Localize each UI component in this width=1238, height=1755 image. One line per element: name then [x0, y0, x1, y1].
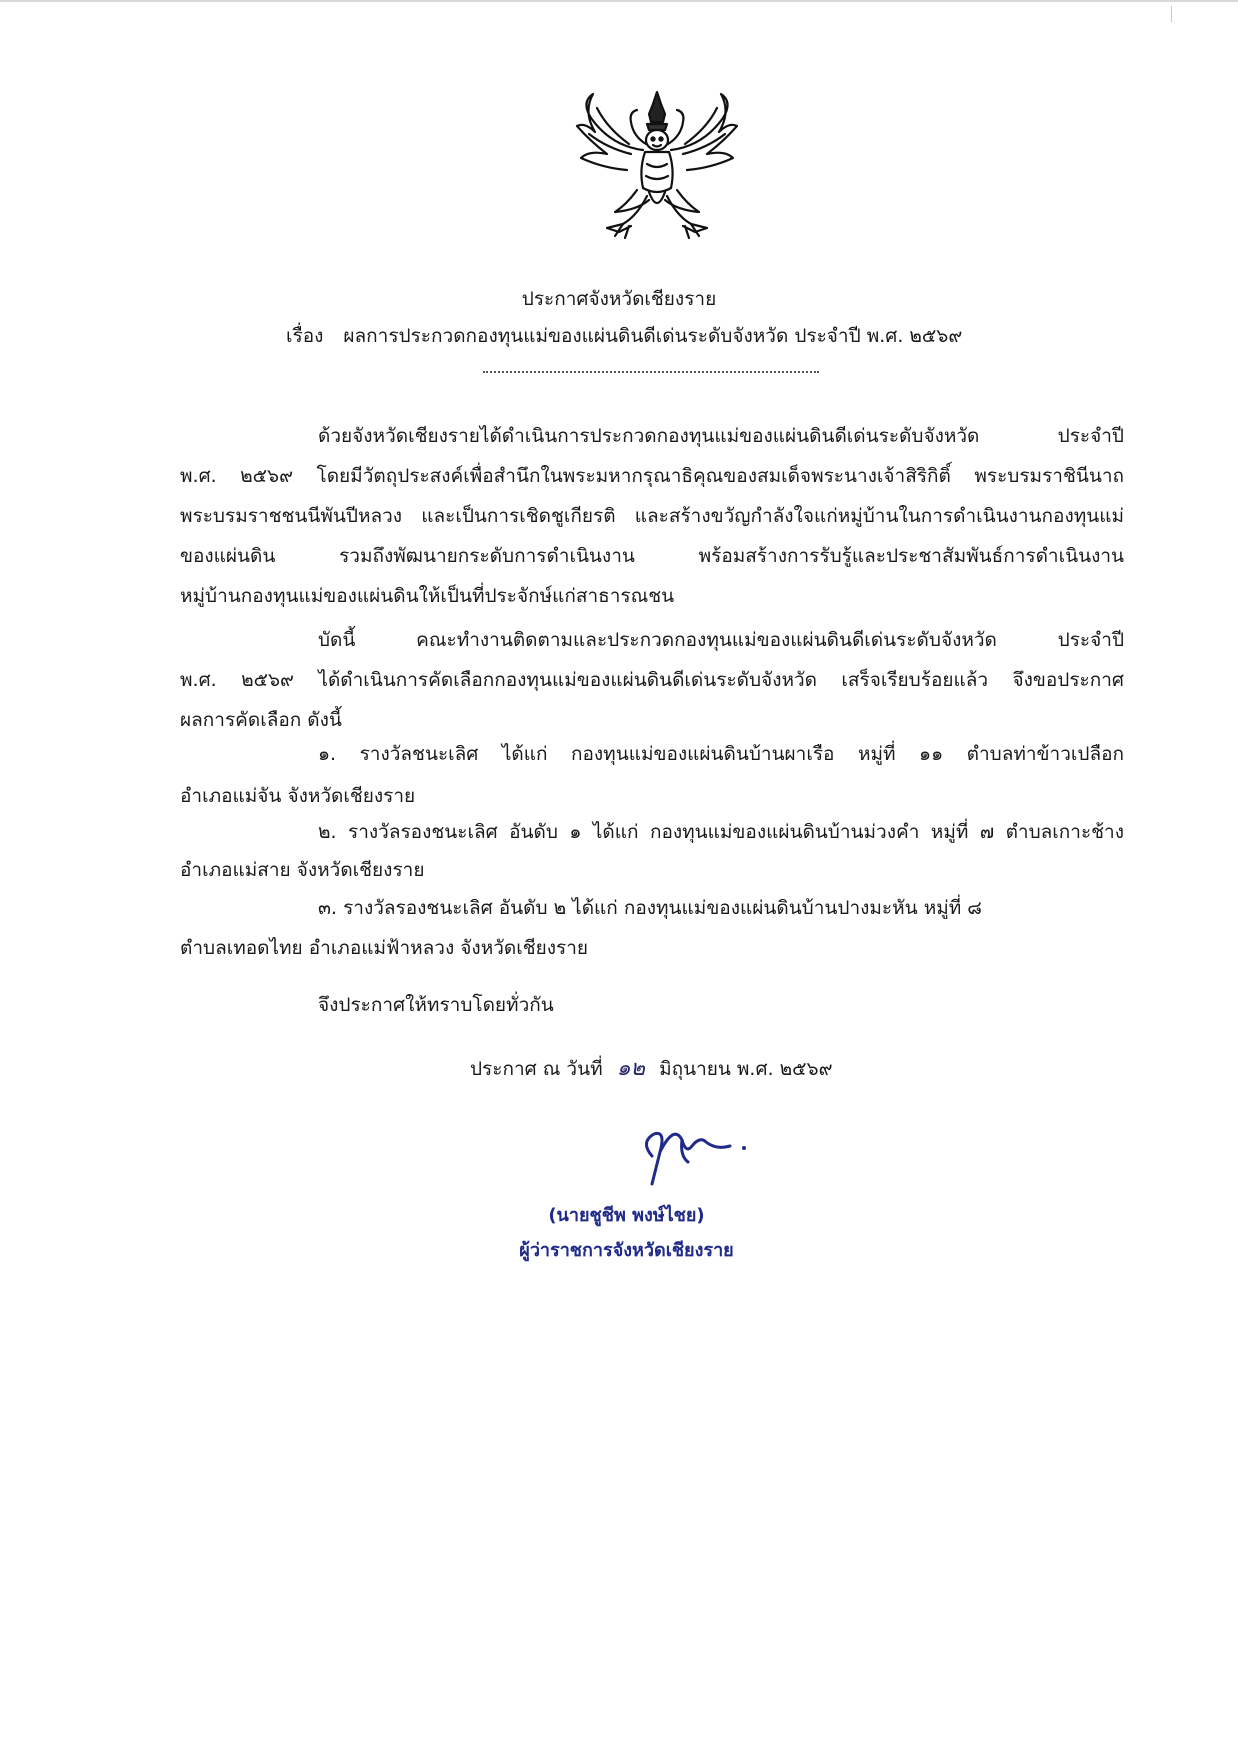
paragraph-1-line: พระบรมราชชนนีพันปีหลวง และเป็นการเชิดชูเกียรติ และสร้างขวัญกำลังใจแก่หมู่บ้านในการดำเนินงานกองทุนแม่ — [180, 505, 1124, 527]
award-3-line: ตำบลเทอดไทย อำเภอแม่ฟ้าหลวง จังหวัดเชียงราย — [180, 937, 589, 959]
date-prefix: ประกาศ ณ วันที่ — [470, 1058, 603, 1080]
award-1-line: ๑. รางวัลชนะเลิศ ได้แก่ กองทุนแม่ของแผ่นดินบ้านผาเรือ หมู่ที่ ๑๑ ตำบลท่าข้าวเปลือก — [318, 743, 1124, 765]
paragraph-1-line: หมู่บ้านกองทุนแม่ของแผ่นดินให้เป็นที่ประจักษ์แก่สาธารณชน — [180, 585, 675, 607]
paragraph-2-line: พ.ศ. ๒๕๖๙ ได้ดำเนินการคัดเลือกกองทุนแม่ของแผ่นดินดีเด่นระดับจังหวัด เสร็จเรียบร้อยแล้ว จึงขอประกาศ — [180, 669, 1124, 691]
subject-label: เรื่อง — [286, 325, 324, 347]
announcement-date — [470, 1056, 833, 1082]
award-1-line: อำเภอแม่จัน จังหวัดเชียงราย — [180, 785, 416, 807]
award-2-line: ๒. รางวัลรองชนะเลิศ อันดับ ๑ ได้แก่ กองทุนแม่ของแผ่นดินบ้านม่วงคำ หมู่ที่ ๗ ตำบลเกาะช้าง — [318, 821, 1124, 843]
signer-name: (นายชูชีพ พงษ์ไชย) — [548, 1205, 705, 1226]
signer-position: ผู้ว่าราชการจังหวัดเชียงราย — [519, 1240, 734, 1261]
paragraph-1-line: ด้วยจังหวัดเชียงรายได้ดำเนินการประกวดกองทุนแม่ของแผ่นดินดีเด่นระดับจังหวัด ประจำปี — [318, 425, 1124, 447]
date-month-year: มิถุนายน พ.ศ. ๒๕๖๙ — [659, 1058, 833, 1080]
dotted-separator — [483, 371, 819, 373]
paragraph-1-line: พ.ศ. ๒๕๖๙ โดยมีวัตถุประสงค์เพื่อสำนึกในพระมหากรุณาธิคุณของสมเด็จพระนางเจ้าสิริกิติ์ พระบรมราชินีนาถ — [180, 465, 1124, 487]
award-3-line: ๓. รางวัลรองชนะเลิศ อันดับ ๒ ได้แก่ กองทุนแม่ของแผ่นดินบ้านปางมะหัน หมู่ที่ ๘ — [318, 897, 982, 919]
award-2-line: อำเภอแม่สาย จังหวัดเชียงราย — [180, 859, 425, 881]
paragraph-2-line: ผลการคัดเลือก ดังนี้ — [180, 709, 342, 731]
scan-edge-line — [0, 0, 1238, 2]
paragraph-2-line: บัดนี้ คณะทำงานติดตามและประกวดกองทุนแม่ของแผ่นดินดีเด่นระดับจังหวัด ประจำปี — [318, 629, 1124, 651]
subject-line — [286, 323, 962, 349]
date-day: ๑๒ — [616, 1056, 646, 1081]
closing-statement: จึงประกาศให้ทราบโดยทั่วกัน — [318, 994, 554, 1016]
document-title: ประกาศจังหวัดเชียงราย — [521, 288, 717, 310]
scan-mark — [1171, 6, 1172, 22]
paragraph-1-line: ของแผ่นดิน รวมถึงพัฒนายกระดับการดำเนินงาน พร้อมสร้างการรับรู้และประชาสัมพันธ์การดำเนินงาน — [180, 545, 1124, 567]
handwritten-signature — [630, 1112, 760, 1192]
garuda-emblem-icon — [567, 88, 747, 240]
subject-text: ผลการประกวดกองทุนแม่ของแผ่นดินดีเด่นระดับจังหวัด ประจำปี พ.ศ. ๒๕๖๙ — [343, 325, 963, 347]
